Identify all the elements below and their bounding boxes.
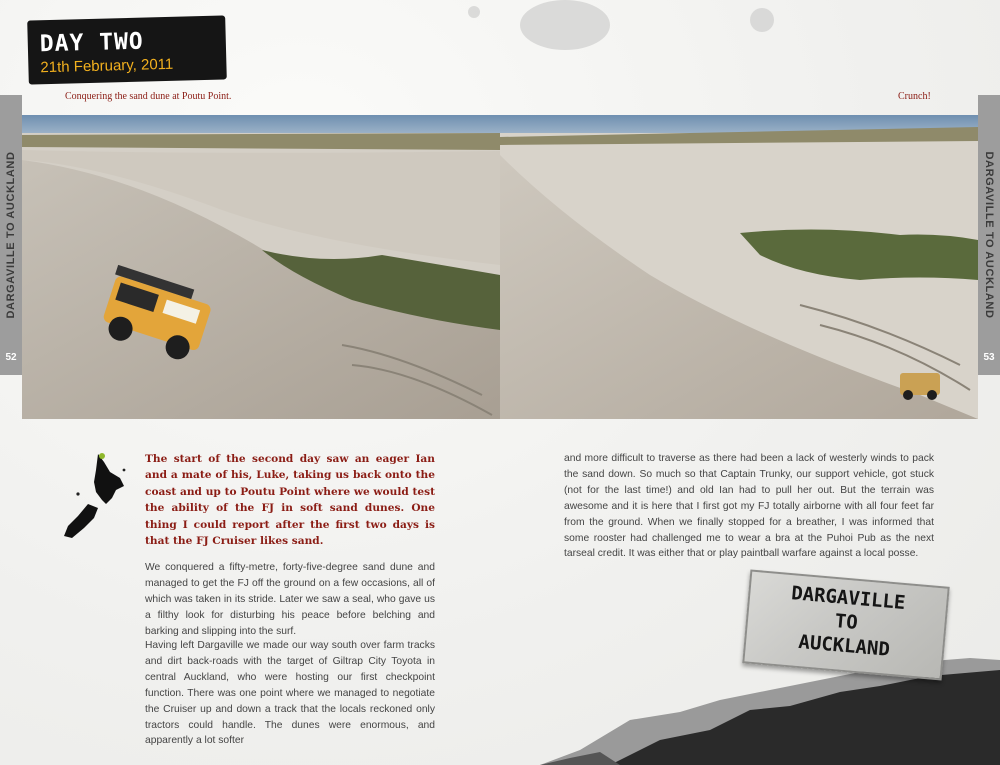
article-paragraph: and more difficult to traverse as there had been a lack of westerly winds to pack the sand down. So much so that Captain Trunky, our support vehicle, got stuck (not for the last time!) and old Ian had to pull her out. But the terrain was awesome and it is here that I first got my FJ totally airborne with all four feet far from the ground. When we finally stopped for a breather, I was informed that some rooster had challenged me to wear a bra at the Puhoi Pub as the next tarseal credit. It was either that or play paintball warfare against a local posse.	[564, 453, 934, 560]
new-zealand-map-icon	[58, 448, 138, 548]
side-tab-right	[978, 95, 1000, 375]
ink-splatter	[520, 0, 610, 50]
article-paragraph: We conquered a fifty-metre, forty-five-degree sand dune and managed to get the FJ off the ground on a few occasions, all of which was taken in its stride. Later we saw a seal, who gave us a filthy look for disturbing his peace before belching and barking and slipping into the surf.	[145, 562, 435, 637]
day-date: 21th February, 2011	[40, 55, 174, 77]
side-tab-label: DARGAVILLE TO AUCKLAND	[983, 151, 995, 319]
page-number-right: 53	[983, 352, 995, 363]
sign-line: TO	[833, 610, 859, 634]
destination-sign	[742, 569, 949, 680]
article-intro: The start of the second day saw an eager Ian and a mate of his, Luke, taking us back onto the coast and up to Poutu Point where we would test the ability of the FJ in soft sand dunes. One thing I could report after the first two days is that the FJ Cruiser likes sand.	[145, 453, 435, 548]
day-title: DAY TWO	[39, 28, 145, 58]
ink-splatter	[750, 8, 774, 32]
day-badge	[27, 15, 227, 84]
photo-caption-left: Conquering the sand dune at Poutu Point.	[65, 91, 232, 102]
photo-sand-dune-climb	[22, 115, 500, 419]
article-paragraph: Having left Dargaville we made our way south over farm tracks and dirt back-roads with the target of Giltrap City Toyota in central Auckland, who were hosting our first checkpoint function. There was one point where we managed to negotiate the Cruiser up and down a track that the locals reckoned only tractors could handle. The dunes were enormous, and apparently a lot softer	[145, 640, 435, 747]
side-tab-label: DARGAVILLE TO AUCKLAND	[5, 151, 17, 319]
sign-line: AUCKLAND	[797, 630, 891, 661]
sign-line: DARGAVILLE	[790, 582, 907, 615]
ink-splatter	[468, 6, 480, 18]
page-number-left: 52	[5, 352, 17, 363]
photo-sand-dune-crunch	[500, 115, 978, 419]
photo-caption-right: Crunch!	[898, 91, 931, 102]
side-tab-left	[0, 95, 22, 375]
